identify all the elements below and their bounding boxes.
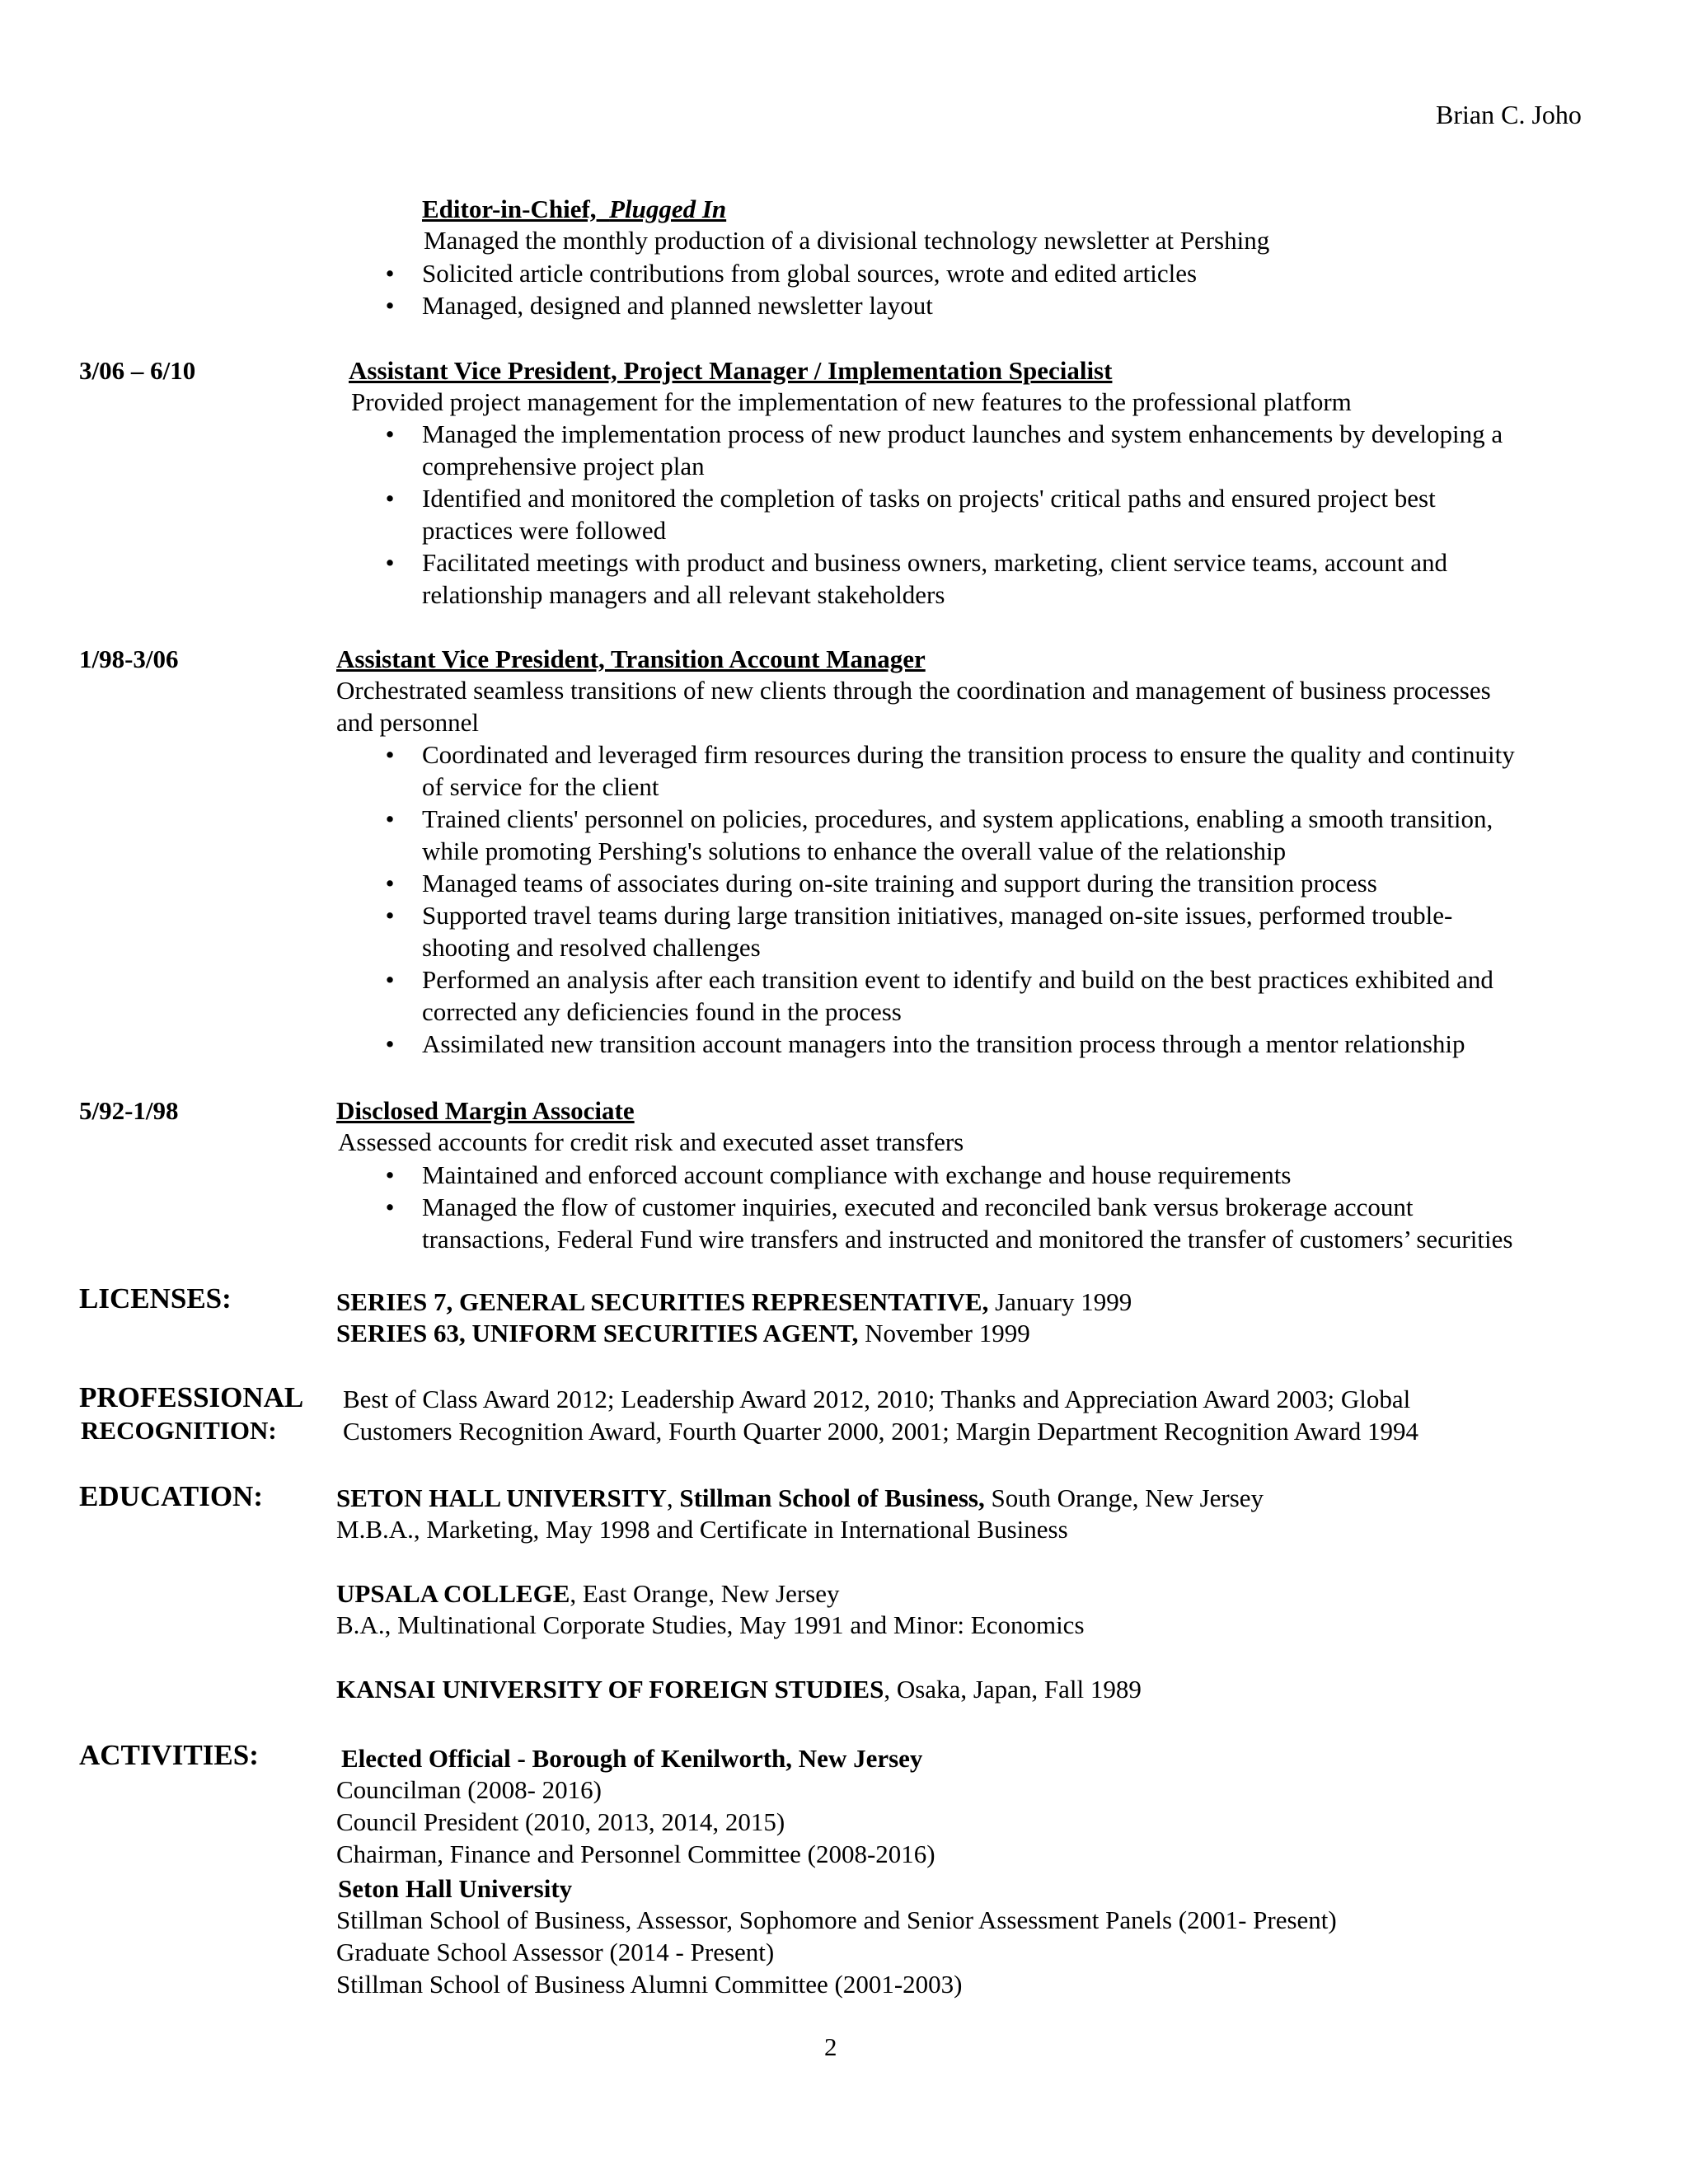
activity-item: Graduate School Assessor (2014 - Present) [336, 1938, 775, 1966]
job-dates: 5/92-1/98 [79, 1096, 179, 1125]
school-heading: SETON HALL UNIVERSITY, Stillman School of Business, South Orange, New Jersey [336, 1483, 1264, 1512]
editor-summary: Managed the monthly production of a divisional technology newsletter at Pershing [424, 226, 1270, 255]
section-label-recognition: PROFESSIONAL [79, 1381, 304, 1413]
activity-item: Stillman School of Business Alumni Committee (2001-2003) [336, 1970, 963, 1999]
header-name: Brian C. Joho [1436, 100, 1582, 129]
activity-item: Stillman School of Business, Assessor, Sophomore and Senior Assessment Panels (2001- Present) [336, 1905, 1337, 1934]
section-label-recognition-2: RECOGNITION: [81, 1416, 277, 1445]
school-degree: B.A., Multinational Corporate Studies, May 1991 and Minor: Economics [336, 1610, 1085, 1639]
activity-item: Council President (2010, 2013, 2014, 2015) [336, 1807, 785, 1836]
job-summary: Provided project management for the implementation of new features to the professional platform [351, 387, 1352, 416]
list-item: • Supported travel teams during large transition initiatives, managed on-site issues, performed trouble- shooting and resolved challenges [385, 901, 1453, 962]
recognition-line: Best of Class Award 2012; Leadership Award 2012, 2010; Thanks and Appreciation Award 2003; Global [343, 1385, 1411, 1413]
list-item: • Managed the flow of customer inquiries, executed and reconciled bank versus brokerage account transactions, Federal Fund wire transfers and instructed and monitored the transfer of customers’ securities [385, 1193, 1513, 1254]
license-item: SERIES 63, UNIFORM SECURITIES AGENT, November 1999 [336, 1319, 1030, 1347]
activity-item: Chairman, Finance and Personnel Committee (2008-2016) [336, 1840, 935, 1868]
list-item: • Coordinated and leveraged firm resources during the transition process to ensure the quality and continuity of service for the client [385, 740, 1515, 801]
job-title: Disclosed Margin Associate [336, 1096, 635, 1125]
job-summary: Orchestrated seamless transitions of new clients through the coordination and management of business processes and personnel [336, 676, 1491, 737]
section-label-education: EDUCATION: [79, 1480, 263, 1512]
job-title: Assistant Vice President, Project Manager / Implementation Specialist [349, 356, 1113, 385]
job-dates: 3/06 – 6/10 [79, 356, 196, 385]
list-item: • Solicited article contributions from global sources, wrote and edited articles [385, 259, 1198, 288]
activity-item: Councilman (2008- 2016) [336, 1775, 603, 1804]
page-number: 2 [824, 2032, 837, 2061]
job-dates: 1/98-3/06 [79, 644, 179, 673]
list-item: • Assimilated new transition account managers into the transition process through a mentor relationship [385, 1029, 1465, 1058]
section-label-licenses: LICENSES: [79, 1282, 232, 1315]
editor-title-label: Editor-in-Chief, [422, 194, 597, 223]
job-title: Assistant Vice President, Transition Account Manager [336, 644, 926, 673]
editor-bullets [385, 257, 1198, 321]
school-heading: UPSALA COLLEGE, East Orange, New Jersey [336, 1579, 840, 1608]
section-label-activities: ACTIVITIES: [79, 1739, 259, 1771]
list-item: • Trained clients' personnel on policies, procedures, and system applications, enabling a smooth transition, while promoting Pershing's solutions to enhance the overall value of the relationship [385, 804, 1493, 865]
list-item: • Managed, designed and planned newsletter layout [385, 291, 933, 320]
job-bullets [385, 1159, 1513, 1255]
list-item: • Managed the implementation process of new product launches and system enhancements by developing a comprehensive project plan [385, 419, 1503, 480]
activity-org: Elected Official - Borough of Kenilworth, New Jersey [341, 1744, 923, 1773]
list-item: • Performed an analysis after each transition event to identify and build on the best practices exhibited and corrected any deficiencies found in the process [385, 965, 1493, 1026]
list-item: • Maintained and enforced account compliance with exchange and house requirements [385, 1160, 1292, 1189]
job-summary: Assessed accounts for credit risk and executed asset transfers [338, 1127, 964, 1156]
job-bullets [385, 738, 1515, 1060]
license-item: SERIES 7, GENERAL SECURITIES REPRESENTATIVE, January 1999 [336, 1287, 1132, 1316]
list-item: • Facilitated meetings with product and business owners, marketing, client service teams, account and relationship managers and all relevant stakeholders [385, 548, 1447, 609]
list-item: • Identified and monitored the completion of tasks on projects' critical paths and ensured project best practices were followed [385, 484, 1436, 545]
recognition-line: Customers Recognition Award, Fourth Quarter 2000, 2001; Margin Department Recognition Award 1994 [343, 1417, 1419, 1446]
editor-publication: Plugged In [609, 194, 727, 223]
editor-title [422, 193, 726, 225]
school-degree: M.B.A., Marketing, May 1998 and Certificate in International Business [336, 1515, 1068, 1544]
list-item: • Managed teams of associates during on-site training and support during the transition process [385, 869, 1377, 898]
activity-org: Seton Hall University [338, 1874, 573, 1903]
job-bullets [385, 418, 1503, 611]
school-heading: KANSAI UNIVERSITY OF FOREIGN STUDIES, Osaka, Japan, Fall 1989 [336, 1675, 1142, 1704]
